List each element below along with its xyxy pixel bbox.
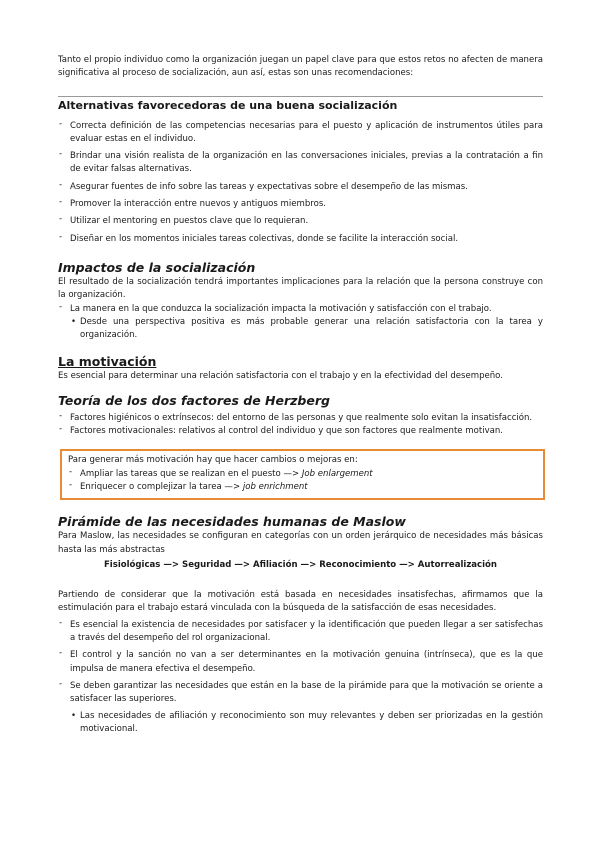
callout-item-text: Ampliar las tareas que se realizan en el puesto —> [80, 468, 302, 479]
list-item-text: Se deben garantizar las necesidades que están en la base de la pirámide para que la motivación se oriente a satisfacer las superiores. [70, 680, 543, 705]
list-item [58, 303, 543, 343]
list-item [68, 468, 537, 481]
list-item [68, 481, 537, 494]
herzberg-list [58, 412, 543, 439]
list-item: - Utilizar el mentoring en puestos clave que lo requieran. [58, 215, 543, 228]
maslow-heading: Pirámide de las necesidades humanas de Maslow [58, 514, 406, 530]
maslow-hierarchy-chain: Fisiológicas —> Seguridad —> Afiliación —> Reconocimiento —> Autorrealización [103, 559, 498, 570]
impactos-paragraph: El resultado de la socialización tendrá importantes implicaciones para la relación que la persona construye con la organización. [58, 276, 543, 301]
list-item: - Correcta definición de las competencias necesarias para el puesto y aplicación de instrumentos útiles para evaluar estas en el individuo. [58, 120, 543, 147]
callout-item-term: Job enlargement [301, 468, 373, 479]
alternativas-heading: Alternativas favorecedoras de una buena socialización [58, 98, 398, 112]
list-item: - Diseñar en los momentos iniciales tareas colectivas, donde se facilite la interacción social. [58, 233, 543, 246]
list-item [58, 680, 543, 736]
impactos-list [58, 303, 543, 343]
list-item: - Promover la interacción entre nuevos y antiguos miembros. [58, 198, 543, 211]
maslow-list [58, 619, 543, 736]
motivacion-paragraph: Es esencial para determinar una relación satisfactoria con el trabajo y en la efectividad del desempeño. [58, 371, 503, 382]
intro-paragraph: Tanto el propio individuo como la organización juegan un papel clave para que estos retos no afecten de manera significativa al proceso de socialización, aun así, estas son unas recomendaciones: [58, 55, 543, 79]
list-item: - El control y la sanción no van a ser determinantes en la motivación genuina (intrínseca), que es la que impulsa de manera efectiva el desempeño. [58, 649, 543, 676]
callout-item-term: job enrichment [242, 481, 308, 492]
alternativas-list [58, 120, 543, 246]
motivacion-heading: La motivación [58, 354, 157, 370]
herzberg-heading: Teoría de los dos factores de Herzberg [58, 392, 330, 408]
list-item-text: La manera en la que conduzca la socialización impacta la motivación y satisfacción con el trabajo. [70, 303, 492, 314]
list-item: - Factores higiénicos o extrínsecos: del entorno de las personas y que realmente solo evitan la insatisfacción. [58, 412, 543, 425]
sub-list-item: • Desde una perspectiva positiva es más probable generar una relación satisfactoria con la tarea y organización. [70, 316, 543, 343]
maslow-detail-paragraph: Partiendo de considerar que la motivación está basada en necesidades insatisfechas, afirmamos que la estimulación para el trabajo estará vinculada con la búsqueda de la satisfacción de esas necesidades. [58, 590, 543, 614]
impactos-sublist [70, 316, 543, 343]
document-page [58, 54, 543, 736]
callout-intro: Para generar más motivación hay que hacer cambios o mejoras en: [68, 455, 358, 466]
list-item: - Es esencial la existencia de necesidades por satisfacer y la identificación que pueden llegar a ser satisfechas a través del desempeño del rol organizacional. [58, 619, 543, 646]
maslow-paragraph: Para Maslow, las necesidades se configuran en categorías con un orden jerárquico de necesidades más básicas hasta las más abstractas [58, 531, 543, 555]
callout-item-text: Enriquecer o complejizar la tarea —> [80, 481, 243, 492]
list-item: - Factores motivacionales: relativos al control del individuo y que son factores que realmente motivan. [58, 425, 543, 438]
motivation-callout-box [60, 449, 545, 500]
maslow-sublist [70, 710, 543, 737]
callout-list [68, 468, 537, 495]
list-item: - Asegurar fuentes de info sobre las tareas y expectativas sobre el desempeño de las mismas. [58, 181, 543, 194]
sub-list-item: • Las necesidades de afiliación y reconocimiento son muy relevantes y deben ser priorizadas en la gestión motivacional. [70, 710, 543, 737]
list-item: - Brindar una visión realista de la organización en las conversaciones iniciales, previas a la contratación a fin de evitar falsas alternativas. [58, 150, 543, 177]
impactos-heading: Impactos de la socialización [58, 259, 256, 275]
